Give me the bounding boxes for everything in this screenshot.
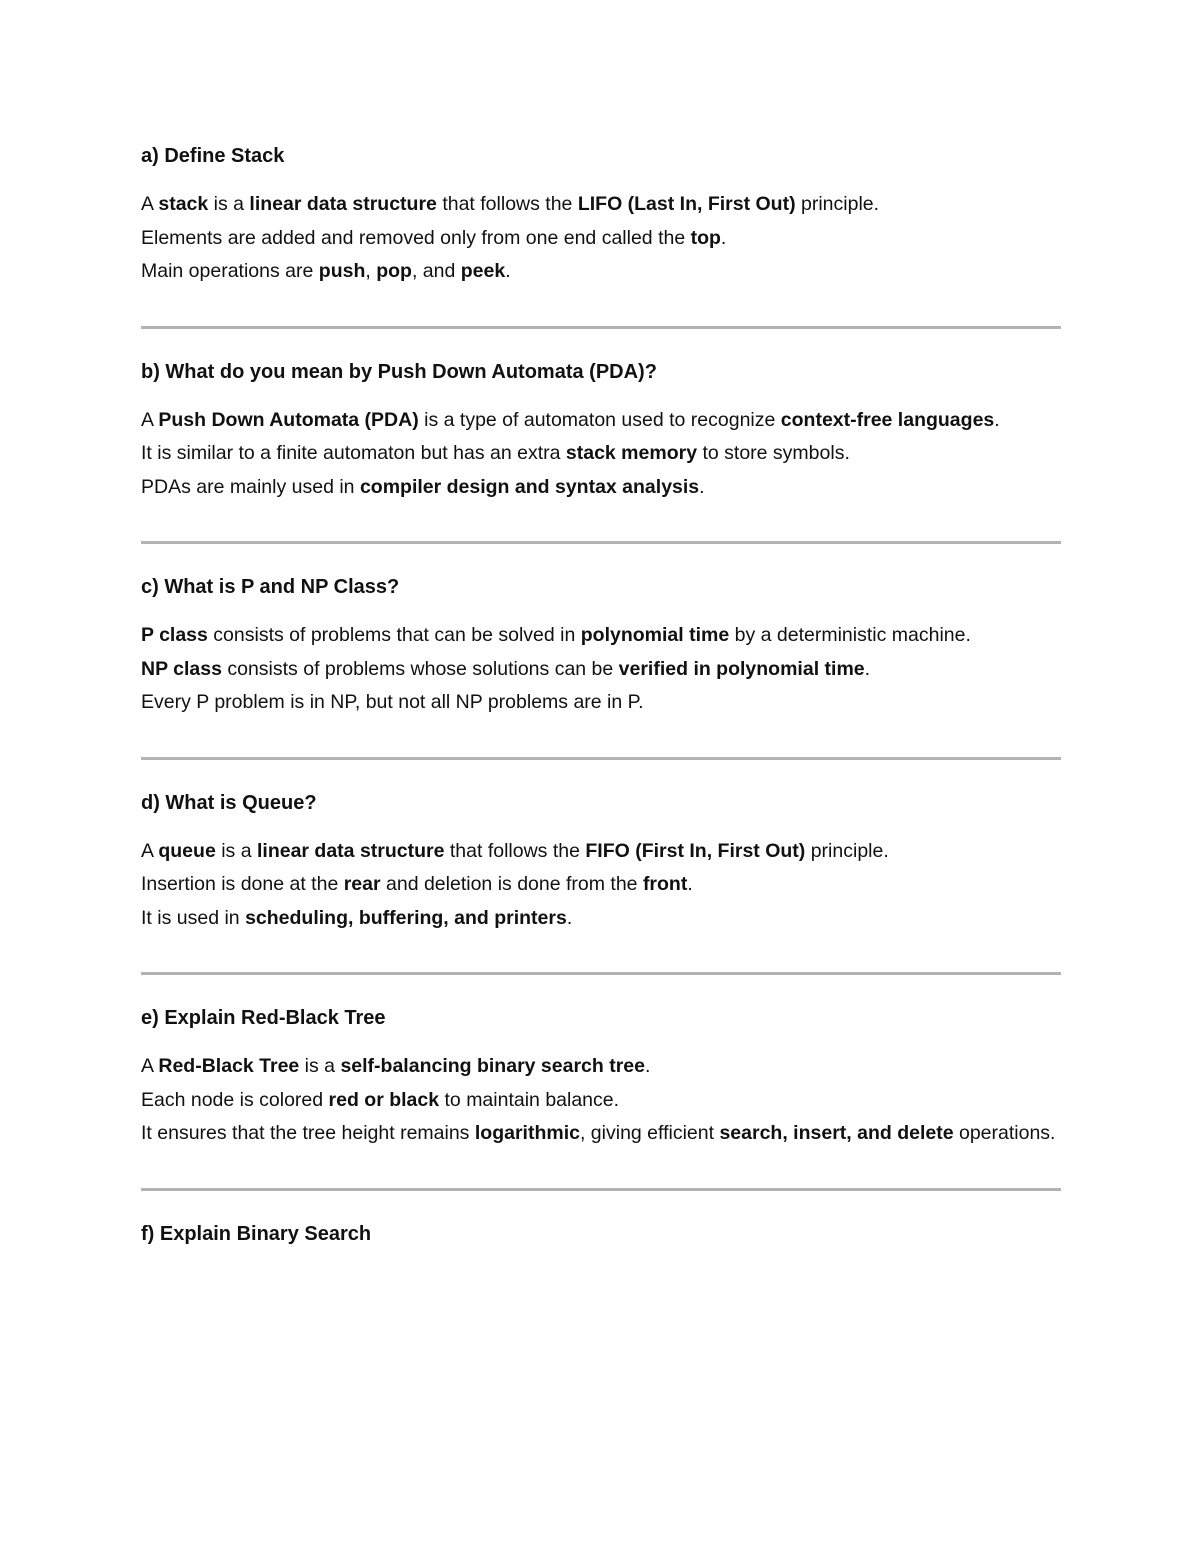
bold-term: linear data structure xyxy=(256,839,445,862)
bold-term: front xyxy=(642,873,688,895)
bold-term: P class xyxy=(141,624,208,646)
bold-term: NP class xyxy=(141,657,222,680)
bold-term: LIFO (Last In, First Out) xyxy=(577,193,796,215)
bold-term: pop xyxy=(376,260,412,282)
bold-term: red or black xyxy=(328,1088,440,1111)
paragraph-line: Insertion is done at the rear and deletion is done from the front. xyxy=(141,873,693,895)
bold-term: polynomial time xyxy=(580,624,730,646)
bold-term: self-balancing binary search tree xyxy=(340,1055,645,1077)
bold-term: search, insert, and delete xyxy=(719,1122,954,1144)
paragraph-line: It is similar to a finite automaton but has an extra stack memory to store symbols. xyxy=(141,442,850,464)
document-page xyxy=(141,140,1061,1251)
bold-term: compiler design and syntax analysis xyxy=(359,475,700,498)
section-divider xyxy=(141,972,1061,975)
section-define-stack xyxy=(141,140,1061,329)
paragraph-line: A stack is a linear data structure that follows the LIFO (Last In, First Out) principle. xyxy=(141,193,880,215)
paragraph-line: Each node is colored red or black to maintain balance. xyxy=(141,1088,620,1111)
section-heading: c) What is P and NP Class? xyxy=(141,576,400,598)
section-body xyxy=(141,1050,1061,1151)
bold-term: linear data structure xyxy=(249,193,437,215)
paragraph-line: A Red-Black Tree is a self-balancing binary search tree. xyxy=(141,1055,651,1077)
bold-term: scheduling, buffering, and printers xyxy=(245,906,567,929)
paragraph-line: P class consists of problems that can be solved in polynomial time by a deterministic machine. xyxy=(141,624,971,646)
bold-term: Red-Black Tree xyxy=(158,1055,300,1077)
bold-term: stack xyxy=(158,193,209,215)
section-binary-search xyxy=(141,1218,1061,1251)
paragraph-line: Elements are added and removed only from one end called the top. xyxy=(141,226,727,249)
section-heading: b) What do you mean by Push Down Automata (PDA)? xyxy=(141,360,657,383)
bold-term: context-free languages xyxy=(780,408,995,431)
section-body xyxy=(141,835,1061,936)
paragraph-line: NP class consists of problems whose solutions can be verified in polynomial time. xyxy=(141,657,871,680)
section-queue xyxy=(141,787,1061,976)
paragraph-line: Main operations are push, pop, and peek. xyxy=(141,260,511,282)
section-heading: e) Explain Red-Black Tree xyxy=(141,1007,386,1029)
section-heading: a) Define Stack xyxy=(141,145,285,167)
bold-term: stack memory xyxy=(565,442,698,464)
bold-term: peek xyxy=(460,260,506,282)
section-divider xyxy=(141,757,1061,760)
bold-term: rear xyxy=(343,873,381,895)
section-divider xyxy=(141,1188,1061,1191)
bold-term: push xyxy=(318,260,366,282)
paragraph-line: Every P problem is in NP, but not all NP problems are in P. xyxy=(141,691,644,713)
section-divider xyxy=(141,326,1061,329)
bold-term: FIFO (First In, First Out) xyxy=(585,839,806,862)
paragraph-line: It ensures that the tree height remains logarithmic, giving efficient search, insert, and delete operations. xyxy=(141,1122,1056,1144)
section-body xyxy=(141,619,1061,720)
section-body xyxy=(141,404,1061,505)
bold-term: verified in polynomial time xyxy=(618,657,865,680)
section-pda xyxy=(141,356,1061,545)
paragraph-line: A Push Down Automata (PDA) is a type of automaton used to recognize context-free languages. xyxy=(141,408,1000,431)
bold-term: Push Down Automata (PDA) xyxy=(158,408,419,431)
section-heading: f) Explain Binary Search xyxy=(141,1222,372,1245)
bold-term: queue xyxy=(158,839,216,862)
bold-term: logarithmic xyxy=(474,1122,580,1144)
section-red-black-tree xyxy=(141,1002,1061,1191)
section-divider xyxy=(141,541,1061,544)
section-p-np xyxy=(141,571,1061,760)
paragraph-line: PDAs are mainly used in compiler design and syntax analysis. xyxy=(141,475,705,498)
section-heading: d) What is Queue? xyxy=(141,791,317,814)
bold-term: top xyxy=(690,226,721,249)
section-body xyxy=(141,188,1061,289)
paragraph-line: A queue is a linear data structure that follows the FIFO (First In, First Out) principle. xyxy=(141,839,889,862)
paragraph-line: It is used in scheduling, buffering, and printers. xyxy=(141,906,573,929)
